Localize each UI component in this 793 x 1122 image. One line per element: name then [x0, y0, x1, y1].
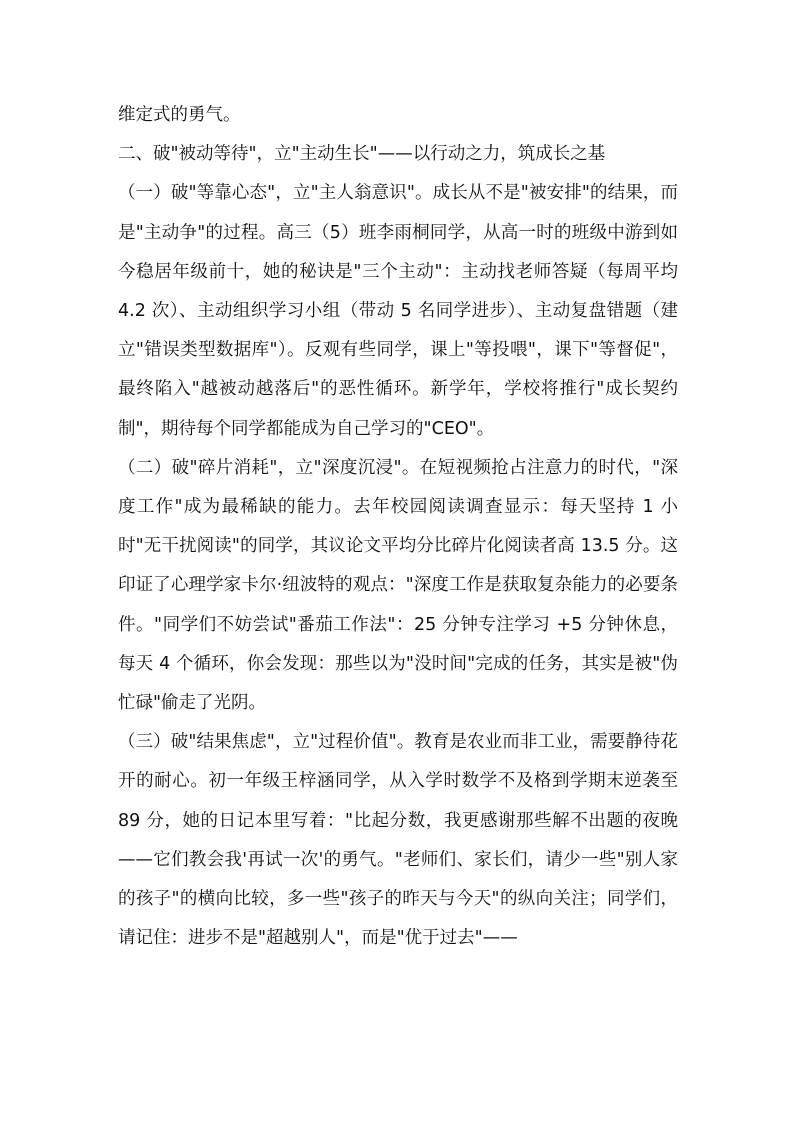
paragraph-part-3: （三）破"结果焦虑"，立"过程价值"。教育是农业而非工业，需要静待花开的耐心。初一年级王梓涵同学，从入学时数学不及格到学期末逆袭至 89 分，她的日记本里写着："比起分数，我更感谢那些解不出题的夜晚——它们教会我'再试一次'的勇气。"老师们、家长们，请少一些"别人家的孩子"的横向比较，多一些"孩子的昨天与今天"的纵向关注；同学们，请记住：进步不是"超越别人"，而是"优于过去"——	[118, 732, 678, 949]
section-heading: 二、破"被动等待"，立"主动生长"——以行动之力，筑成长之基	[118, 144, 606, 165]
paragraph-part-2: （二）破"碎片消耗"，立"深度沉浸"。在短视频抢占注意力的时代，"深度工作"成为最稀缺的能力。去年校园阅读调查显示：每天坚持 1 小时"无干扰阅读"的同学，其议论文平均分比碎片化阅读者高 13.5 分。这印证了心理学家卡尔·纽波特的观点："深度工作是获取复杂能力的必要条件。"同学们不妨尝试"番茄工作法"：25 分钟专注学习 +5 分钟休息，每天 4 个循环，你会发现：那些以为"没时间"完成的任务，其实是被"伪忙碌"偷走了光阴。	[118, 457, 678, 714]
paragraph-continuation: 维定式的勇气。	[118, 105, 241, 125]
paragraph-part-1: （一）破"等靠心态"，立"主人翁意识"。成长从不是"被安排"的结果，而是"主动争"的过程。高三（5）班李雨桐同学，从高一时的班级中游到如今稳居年级前十，她的秘诀是"三个主动"：主动找老师答疑（每周平均 4.2 次）、主动组织学习小组（带动 5 名同学进步）、主动复盘错题（建立"错误类型数据库"）。反观有些同学，课上"等投喂"，课下"等督促"，最终陷入"越被动越落后"的恶性循环。新学年，学校将推行"成长契约制"，期待每个同学都能成为自己学习的"CEO"。	[118, 183, 678, 439]
document-body	[118, 96, 678, 958]
